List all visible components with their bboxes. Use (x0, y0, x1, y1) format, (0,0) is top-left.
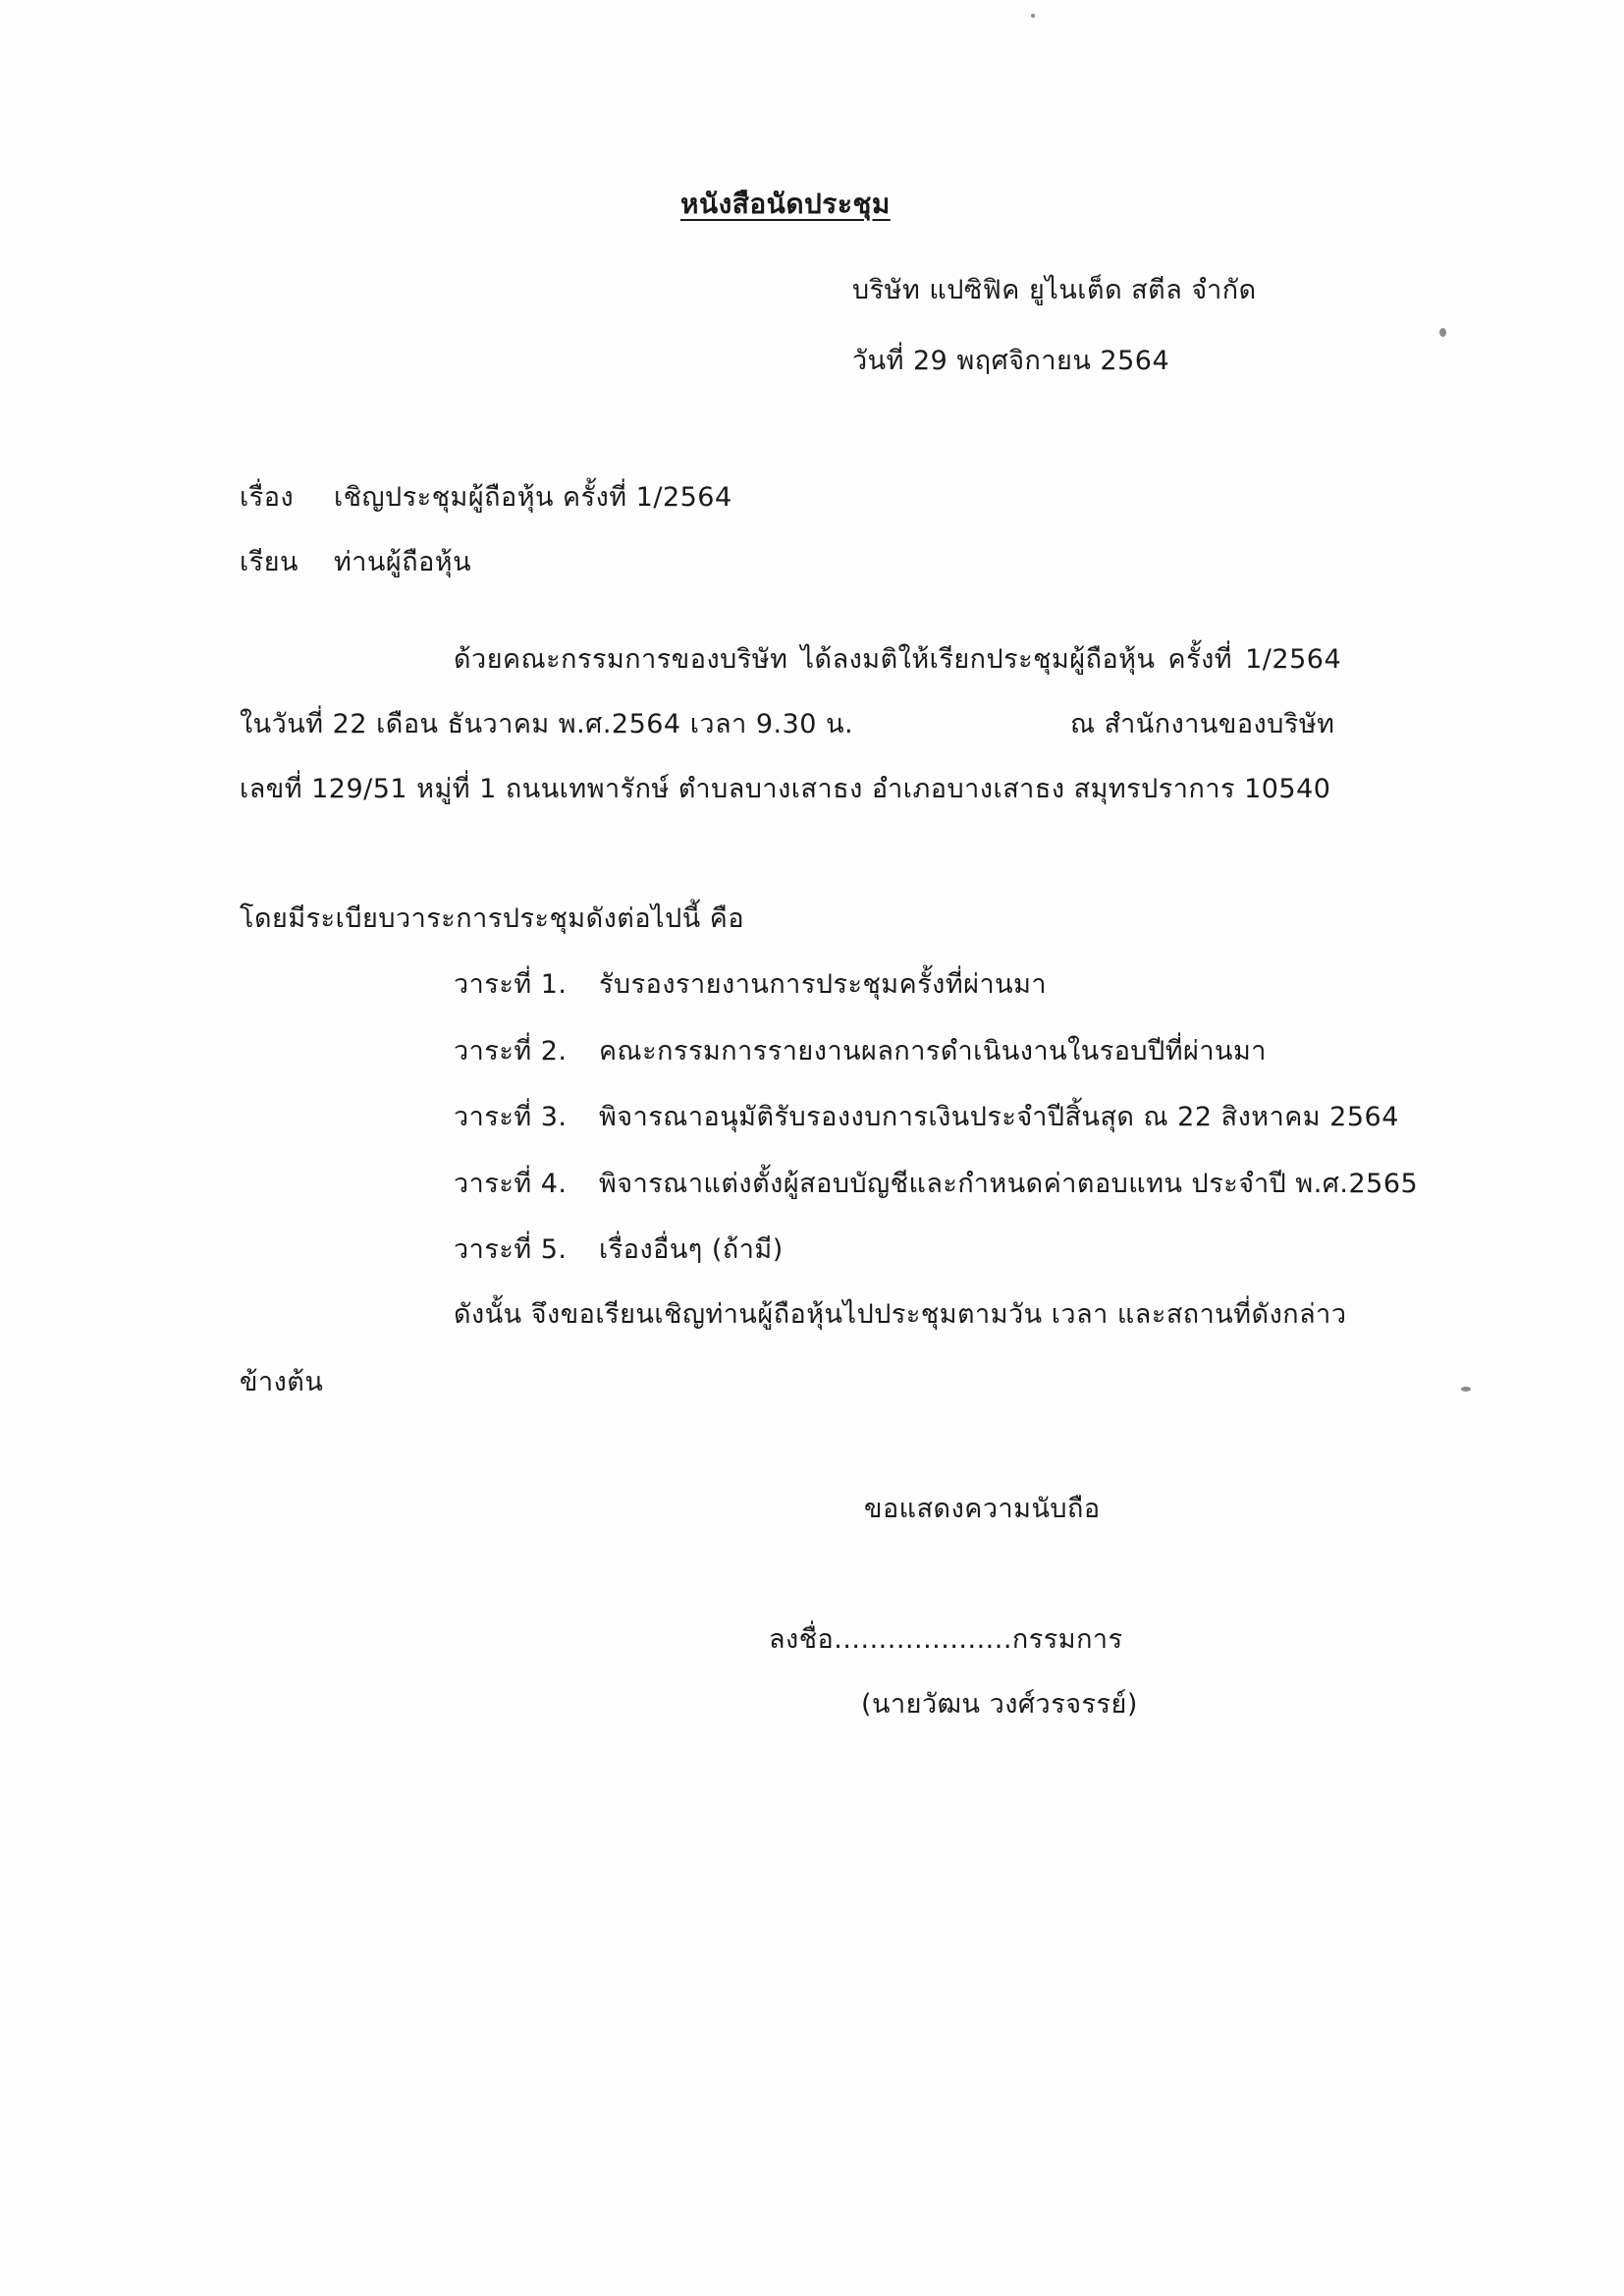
scan-speck (1439, 328, 1446, 337)
signer-name: (นายวัฒน วงศ์วรจรรย์) (861, 1689, 1138, 1720)
agenda-item (454, 1167, 1418, 1202)
agenda-item-number: วาระที่ 3. (454, 1102, 568, 1132)
agenda-item-number: วาระที่ 4. (454, 1169, 568, 1199)
document-date: วันที่ 29 พฤศจิกายน 2564 (852, 346, 1170, 376)
agenda-item-text: พิจารณาอนุมัติรับรองงบการเงินประจำปีสิ้นสุด ณ 22 สิงหาคม 2564 (599, 1102, 1399, 1132)
subject-label: เรื่อง (240, 482, 295, 513)
body-line-1: ด้วยคณะกรรมการของบริษัท ได้ลงมติให้เรียกประชุมผู้ถือหุ้น ครั้งที่ 1/2564 (454, 644, 1342, 675)
agenda-item (454, 1100, 1399, 1135)
body-line-2: ในวันที่ 22 เดือน ธันวาคม พ.ศ.2564 เวลา 9.30 น. (240, 709, 854, 739)
body-line-2-location: ณ สำนักงานของบริษัท (1070, 709, 1335, 739)
agenda-item-number: วาระที่ 1. (454, 969, 568, 1000)
closing-line-1: ดังนั้น จึงขอเรียนเชิญท่านผู้ถือหุ้นไปประชุมตามวัน เวลา และสถานที่ดังกล่าว (454, 1299, 1347, 1330)
signature-line: ลงชื่อ....................กรรมการ (769, 1624, 1123, 1655)
company-name: บริษัท แปซิฟิค ยูไนเต็ด สตีล จำกัด (852, 275, 1257, 305)
subject-text: เชิญประชุมผู้ถือหุ้น ครั้งที่ 1/2564 (334, 482, 732, 513)
agenda-item-text: รับรองรายงานการประชุมครั้งที่ผ่านมา (599, 969, 1048, 1000)
regards-text: ขอแสดงความนับถือ (864, 1494, 1101, 1524)
closing-line-2: ข้างต้น (240, 1367, 324, 1397)
body-line-3: เลขที่ 129/51 หมู่ที่ 1 ถนนเทพารักษ์ ตำบลบางเสาธง อำเภอบางเสาธง สมุทรปราการ 10540 (240, 774, 1331, 804)
recipient-text: ท่านผู้ถือหุ้น (334, 547, 472, 577)
agenda-item-text: คณะกรรมการรายงานผลการดำเนินงานในรอบปีที่ผ่านมา (599, 1036, 1267, 1066)
agenda-item-text: เรื่องอื่นๆ (ถ้ามี) (599, 1234, 784, 1265)
recipient-label: เรียน (240, 547, 299, 577)
agenda-item (454, 967, 1047, 1003)
agenda-intro: โดยมีระเบียบวาระการประชุมดังต่อไปนี้ คือ (240, 903, 745, 934)
agenda-item-number: วาระที่ 2. (454, 1036, 568, 1066)
agenda-item-text: พิจารณาแต่งตั้งผู้สอบบัญชีและกำหนดค่าตอบแทน ประจำปี พ.ศ.2565 (599, 1169, 1419, 1199)
agenda-item (454, 1232, 784, 1268)
document-title: หนังสือนัดประชุม (680, 188, 891, 220)
agenda-item-number: วาระที่ 5. (454, 1234, 568, 1265)
scan-speck (1461, 1387, 1471, 1392)
scan-speck (1031, 14, 1035, 18)
agenda-item (454, 1034, 1267, 1069)
